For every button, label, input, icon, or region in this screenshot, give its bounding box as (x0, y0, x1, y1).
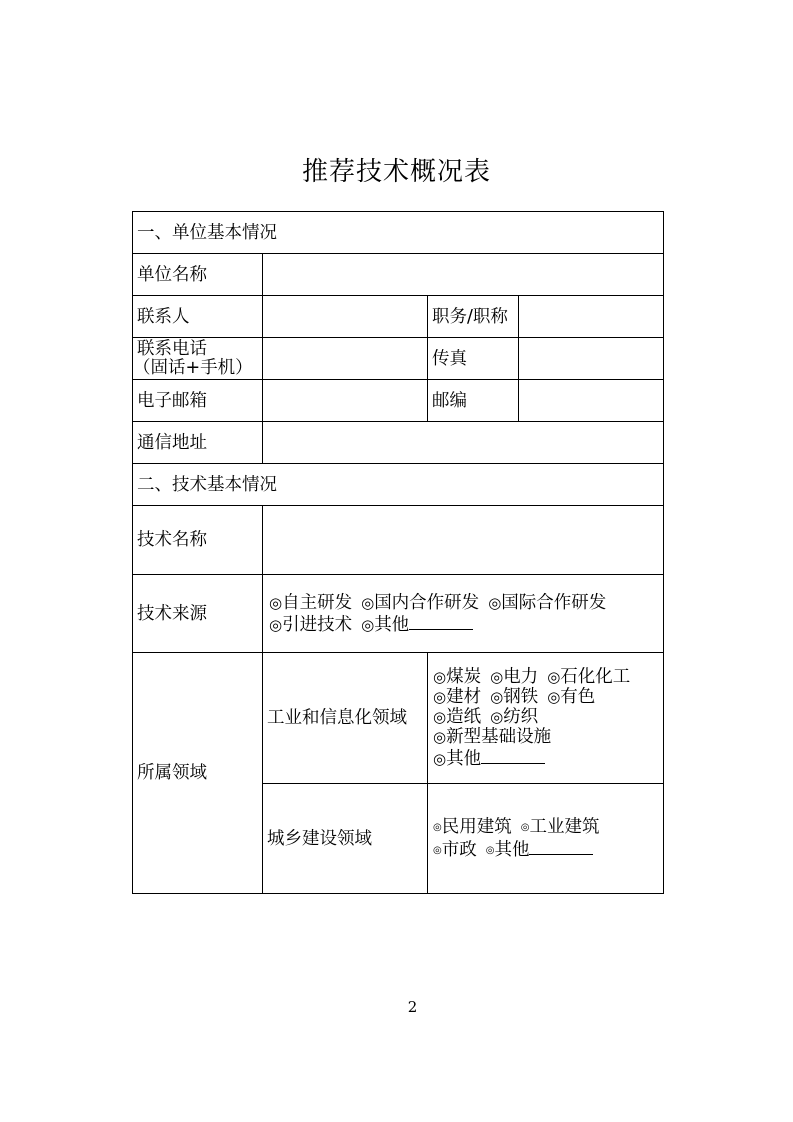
option-municipal[interactable]: ◎市政 (433, 839, 477, 860)
tech-source-options (263, 575, 664, 653)
label-urban-rural-field: 城乡建设领域 (263, 784, 428, 894)
other-industry-blank[interactable] (481, 747, 545, 764)
radio-circle-icon: ◎ (547, 688, 561, 706)
option-power[interactable]: ◎电力 (490, 667, 539, 687)
radio-circle-icon: ◎ (433, 668, 447, 686)
radio-circle-icon: ◎ (433, 728, 447, 746)
option-other-urban[interactable]: ◎其他 (485, 839, 530, 860)
contact-person-field[interactable] (263, 296, 428, 338)
phone-field[interactable] (263, 338, 428, 380)
address-field[interactable] (263, 422, 664, 464)
radio-circle-icon: ◎ (433, 844, 442, 856)
fax-field[interactable] (519, 338, 664, 380)
urban-rural-options (428, 784, 664, 894)
postcode-field[interactable] (519, 380, 664, 422)
label-phone-line1: 联系电话 (137, 338, 207, 359)
unit-name-field[interactable] (263, 254, 664, 296)
email-field[interactable] (263, 380, 428, 422)
option-building-materials[interactable]: ◎建材 (433, 687, 482, 707)
tech-name-field[interactable] (263, 506, 664, 575)
label-phone-line2: （固话+手机） (133, 357, 253, 378)
option-international-cooperative-rd[interactable]: ◎国际合作研发 (488, 592, 607, 613)
radio-circle-icon: ◎ (269, 593, 283, 612)
radio-circle-icon: ◎ (488, 593, 502, 612)
radio-circle-icon: ◎ (433, 688, 447, 706)
radio-circle-icon: ◎ (361, 615, 375, 634)
tech-overview-form (132, 211, 664, 894)
option-textile[interactable]: ◎纺织 (490, 707, 539, 727)
position-title-field[interactable] (519, 296, 664, 338)
option-papermaking[interactable]: ◎造纸 (433, 707, 482, 727)
radio-circle-icon: ◎ (520, 821, 530, 833)
option-other-industry[interactable]: ◎其他 (433, 749, 482, 769)
label-field: 所属领域 (133, 653, 263, 894)
option-domestic-cooperative-rd[interactable]: ◎国内合作研发 (361, 592, 480, 613)
label-email: 电子邮箱 (133, 380, 263, 422)
page-title: 推荐技术概况表 (301, 157, 491, 187)
radio-circle-icon: ◎ (490, 668, 504, 686)
page-number: 2 (407, 998, 418, 1016)
radio-circle-icon: ◎ (433, 708, 447, 726)
label-tech-source: 技术来源 (133, 575, 263, 653)
radio-circle-icon: ◎ (485, 844, 495, 856)
option-industrial-building[interactable]: ◎工业建筑 (520, 816, 600, 837)
industry-options (428, 653, 664, 784)
section-heading-unit: 一、单位基本情况 (133, 212, 664, 254)
radio-circle-icon: ◎ (547, 668, 561, 686)
label-contact-person: 联系人 (133, 296, 263, 338)
option-petrochemical[interactable]: ◎石化化工 (547, 667, 631, 687)
option-other-source[interactable]: ◎其他 (361, 614, 410, 635)
radio-circle-icon: ◎ (490, 688, 504, 706)
label-position-title: 职务/职称 (428, 296, 519, 338)
option-civil-building[interactable]: ◎民用建筑 (433, 816, 512, 837)
label-industry-field: 工业和信息化领域 (263, 653, 428, 784)
radio-circle-icon: ◎ (490, 708, 504, 726)
option-coal[interactable]: ◎煤炭 (433, 667, 482, 687)
radio-circle-icon: ◎ (433, 821, 442, 833)
label-fax: 传真 (428, 338, 519, 380)
label-tech-name: 技术名称 (133, 506, 263, 575)
radio-circle-icon: ◎ (361, 593, 375, 612)
radio-circle-icon: ◎ (433, 750, 447, 768)
section-heading-tech: 二、技术基本情况 (133, 464, 664, 506)
label-unit-name: 单位名称 (133, 254, 263, 296)
radio-circle-icon: ◎ (269, 615, 283, 634)
label-phone (133, 338, 263, 380)
label-address: 通信地址 (133, 422, 263, 464)
label-postcode: 邮编 (428, 380, 519, 422)
option-imported-tech[interactable]: ◎引进技术 (269, 614, 353, 635)
other-urban-blank[interactable] (529, 838, 593, 855)
other-source-blank[interactable] (409, 613, 473, 630)
option-new-infrastructure[interactable]: ◎新型基础设施 (433, 727, 552, 747)
option-nonferrous[interactable]: ◎有色 (547, 687, 596, 707)
option-steel[interactable]: ◎钢铁 (490, 687, 539, 707)
option-independent-rd[interactable]: ◎自主研发 (269, 592, 353, 613)
